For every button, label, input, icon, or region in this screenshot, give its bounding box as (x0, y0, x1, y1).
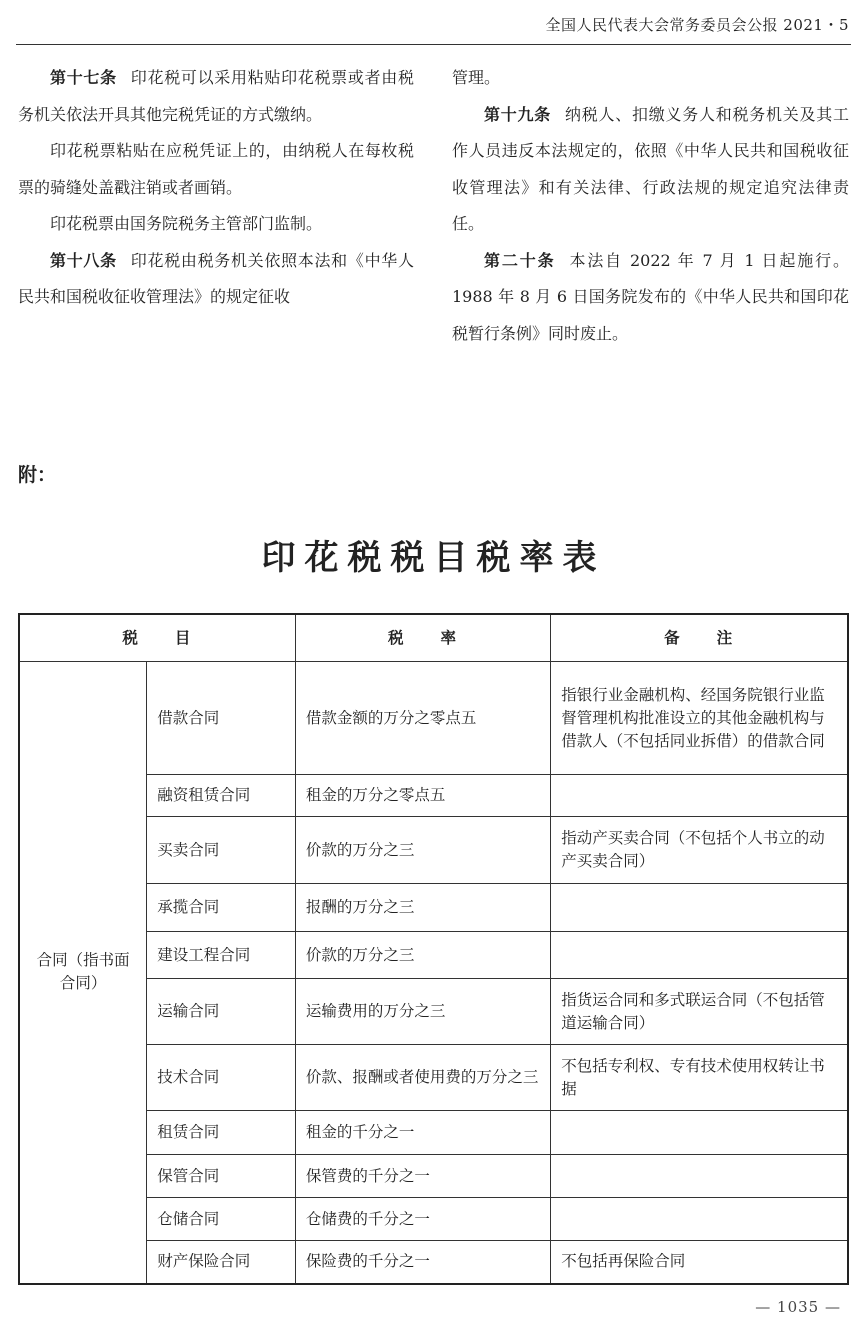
item-cell: 财产保险合同 (147, 1241, 296, 1284)
paragraph (18, 243, 414, 316)
article-number: 第二十条 (484, 250, 556, 270)
rate-cell: 仓储费的千分之一 (295, 1198, 550, 1241)
note-cell (551, 1155, 848, 1198)
rate-cell: 价款、报酬或者使用费的万分之三 (295, 1045, 550, 1111)
right-column (452, 60, 849, 352)
rate-cell: 报酬的万分之三 (295, 884, 550, 932)
header-item: 税 目 (19, 614, 295, 662)
note-cell: 指货运合同和多式联运合同（不包括管道运输合同） (551, 979, 848, 1045)
note-cell: 指银行业金融机构、经国务院银行业监督管理机构批准设立的其他金融机构与借款人（不包括同业拆借）的借款合同 (551, 662, 848, 775)
article-number: 第十九条 (484, 104, 551, 124)
rate-cell: 价款的万分之三 (295, 817, 550, 884)
table-header-row (19, 614, 848, 662)
note-cell (551, 775, 848, 817)
item-cell: 租赁合同 (147, 1111, 296, 1155)
note-cell (551, 1111, 848, 1155)
item-cell: 技术合同 (147, 1045, 296, 1111)
header-divider (16, 44, 851, 45)
paragraph (452, 60, 849, 97)
category-cell: 合同（指书面合同） (19, 662, 147, 1284)
article-number: 第十七条 (50, 68, 117, 87)
rate-cell: 运输费用的万分之三 (295, 979, 550, 1045)
paragraph (18, 206, 414, 243)
paragraph (18, 133, 414, 206)
item-cell: 运输合同 (147, 979, 296, 1045)
paragraph-text: 纳税人、扣缴义务人和税务机关及其工作人员违反本法规定的，依照《中华人民共和国税收征收管理法》和有关法律、行政法规的规定追究法律责任。 (452, 104, 849, 233)
paragraph (452, 243, 849, 353)
page-number: — 1035 — (755, 1298, 841, 1316)
note-cell: 指动产买卖合同（不包括个人书立的动产买卖合同） (551, 817, 848, 884)
note-cell: 不包括再保险合同 (551, 1241, 848, 1284)
paragraph (18, 60, 414, 133)
article-number: 第十八条 (50, 250, 117, 270)
note-cell: 不包括专利权、专有技术使用权转让书据 (551, 1045, 848, 1111)
paragraph (452, 97, 849, 243)
rate-cell: 借款金额的万分之零点五 (295, 662, 550, 775)
paragraph-text: 印花税票由国务院税务主管部门监制。 (50, 214, 323, 233)
item-cell: 买卖合同 (147, 817, 296, 884)
item-cell: 借款合同 (147, 662, 296, 775)
rate-cell: 租金的万分之零点五 (295, 775, 550, 817)
item-cell: 保管合同 (147, 1155, 296, 1198)
left-column (18, 60, 414, 316)
note-cell (551, 884, 848, 932)
header-note: 备 注 (551, 614, 848, 662)
paragraph-text: 印花税可以采用粘贴印花税票或者由税务机关依法开具其他完税凭证的方式缴纳。 (18, 68, 414, 124)
note-cell (551, 1198, 848, 1241)
header-rate: 税 率 (295, 614, 550, 662)
note-cell (551, 932, 848, 979)
rate-cell: 价款的万分之三 (295, 932, 550, 979)
item-cell: 承揽合同 (147, 884, 296, 932)
paragraph-text: 印花税由税务机关依照本法和《中华人民共和国税收征收管理法》的规定征收 (18, 250, 414, 306)
journal-header: 全国人民代表大会常务委员会公报 2021・5 (545, 16, 849, 34)
table-row (19, 662, 848, 775)
paragraph-text: 管理。 (452, 68, 501, 87)
paragraph-text: 印花税票粘贴在应税凭证上的，由纳税人在每枚税票的骑缝处盖戳注销或者画销。 (18, 141, 414, 197)
item-cell: 仓储合同 (147, 1198, 296, 1241)
rate-cell: 租金的千分之一 (295, 1111, 550, 1155)
item-cell: 融资租赁合同 (147, 775, 296, 817)
table-title: 印花税税目税率表 (261, 538, 606, 578)
attachment-label: 附： (18, 464, 57, 486)
rate-cell: 保管费的千分之一 (295, 1155, 550, 1198)
rate-cell: 保险费的千分之一 (295, 1241, 550, 1284)
item-cell: 建设工程合同 (147, 932, 296, 979)
paragraph-text: 本法自 2022 年 7 月 1 日起施行。1988 年 8 月 6 日国务院发布的《中华人民共和国印花税暂行条例》同时废止。 (452, 250, 849, 343)
tax-rate-table (18, 613, 849, 1285)
